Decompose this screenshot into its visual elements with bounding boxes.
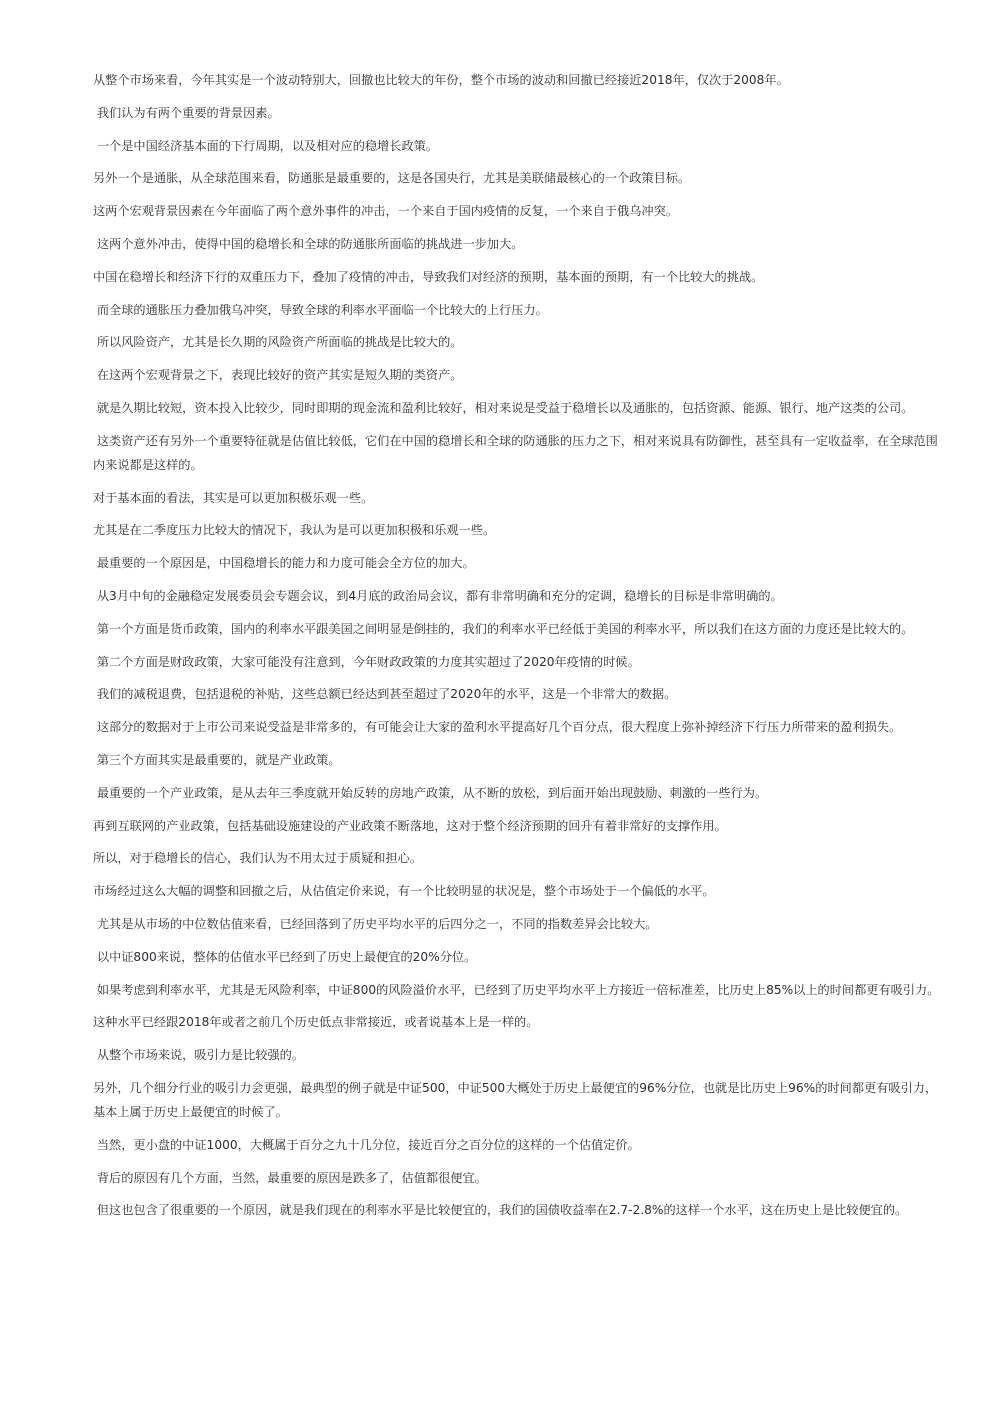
paragraph: 尤其是在二季度压力比较大的情况下，我认为是可以更加积极和乐观一些。: [93, 523, 496, 538]
paragraph: 这两个意外冲击，使得中国的稳增长和全球的防通胀所面临的挑战进一步加大。: [93, 236, 524, 251]
paragraph: 当然，更小盘的中证1000，大概属于百分之九十几分位，接近百分之百分位的这样的一个估值定价。: [93, 1137, 640, 1152]
paragraph: 但这也包含了很重要的一个原因，就是我们现在的利率水平是比较便宜的，我们的国债收益率在2.7-2.8%的这样一个水平，这在历史上是比较便宜的。: [93, 1203, 908, 1218]
paragraph: 所以风险资产，尤其是长久期的风险资产所面临的挑战是比较大的。: [93, 335, 463, 350]
paragraph: 这两个宏观背景因素在今年面临了两个意外事件的冲击，一个来自于国内疫情的反复，一个来自于俄乌冲突。: [93, 204, 678, 219]
paragraph: 如果考虑到利率水平，尤其是无风险利率，中证800的风险溢价水平，已经到了历史平均水平上方接近一倍标准差，比历史上85%以上的时间都更有吸引力。: [93, 982, 940, 997]
paragraph: 这种水平已经跟2018年或者之前几个历史低点非常接近，或者说基本上是一样的。: [93, 1015, 539, 1030]
paragraph: 从整个市场来看，今年其实是一个波动特别大，回撤也比较大的年份，整个市场的波动和回撤已经接近2018年，仅次于2008年。: [93, 73, 789, 87]
paragraph: 在这两个宏观背景之下，表现比较好的资产其实是短久期的类资产。: [93, 368, 463, 383]
paragraph: 中国在稳增长和经济下行的双重压力下，叠加了疫情的冲击，导致我们对经济的预期，基本面的预期，有一个比较大的挑战。: [93, 269, 764, 284]
paragraph: 从3月中旬的金融稳定发展委员会专题会议，到4月底的政治局会议，都有非常明确和充分的定调，稳增长的目标是非常明确的。: [93, 588, 783, 603]
paragraph: 第三个方面其实是最重要的，就是产业政策。: [93, 752, 341, 767]
paragraph: 对于基本面的看法，其实是可以更加积极乐观一些。: [93, 490, 374, 505]
paragraph: 我们认为有两个重要的背景因素。: [93, 105, 280, 120]
paragraph: 背后的原因有几个方面，当然，最重要的原因是跌多了，估值都很便宜。: [93, 1170, 487, 1185]
paragraph: 市场经过这么大幅的调整和回撤之后，从估值定价来说，有一个比较明显的状况是，整个市场处于一个偏低的水平。: [93, 884, 715, 899]
paragraph: 第一个方面是货币政策，国内的利率水平跟美国之间明显是倒挂的，我们的利率水平已经低于美国的利率水平，所以我们在这方面的力度还是比较大的。: [93, 621, 914, 636]
paragraph: 一个是中国经济基本面的下行周期，以及相对应的稳增长政策。: [93, 138, 439, 153]
paragraph: 这类资产还有另外一个重要特征就是估值比较低，它们在中国的稳增长和全球的防通胀的压力之下，相对来说具有防御性，甚至具有一定收益率，在全球范围内来说都是这样的。: [93, 433, 938, 472]
paragraph: 另外一个是通胀，从全球范围来看，防通胀是最重要的，这是各国央行，尤其是美联储最核心的一个政策目标。: [93, 171, 691, 186]
paragraph: 所以，对于稳增长的信心，我们认为不用太过于质疑和担心。: [93, 851, 423, 866]
paragraph: 最重要的一个产业政策，是从去年三季度就开始反转的房地产政策，从不断的放松，到后面开始出现鼓励、刺激的一些行为。: [93, 785, 768, 800]
paragraph: 以中证800来说，整体的估值水平已经到了历史上最便宜的20%分位。: [93, 949, 477, 964]
paragraph: 而全球的通胀压力叠加俄乌冲突，导致全球的利率水平面临一个比较大的上行压力。: [93, 302, 548, 317]
paragraph: 我们的减税退费，包括退税的补贴，这些总额已经达到甚至超过了2020年的水平，这是一个非常大的数据。: [93, 687, 677, 702]
paragraph: 尤其是从市场的中位数估值来看，已经回落到了历史平均水平的后四分之一，不同的指数差异会比较大。: [93, 916, 658, 931]
paragraph: 就是久期比较短，资本投入比较少，同时即期的现金流和盈利比较好，相对来说是受益于稳增长以及通胀的，包括资源、能源、银行、地产这类的公司。: [93, 400, 914, 415]
paragraph: 再到互联网的产业政策，包括基础设施建设的产业政策不断落地，这对于整个经济预期的回升有着非常好的支撑作用。: [93, 818, 727, 833]
paragraph: 从整个市场来说，吸引力是比较强的。: [93, 1048, 305, 1063]
paragraph: 最重要的一个原因是，中国稳增长的能力和力度可能会全方位的加大。: [93, 556, 475, 571]
paragraph: 第二个方面是财政政策，大家可能没有注意到，今年财政政策的力度其实超过了2020年疫情的时候。: [93, 654, 640, 669]
paragraph: 另外，几个细分行业的吸引力会更强，最典型的例子就是中证500，中证500大概处于历史上最便宜的96%分位，也就是比历史上96%的时间都更有吸引力，基本上属于历史上最便宜的时候了。: [93, 1080, 938, 1119]
document-body: [93, 68, 945, 1231]
paragraph: 这部分的数据对于上市公司来说受益是非常多的，有可能会让大家的盈利水平提高好几个百分点，很大程度上弥补掉经济下行压力所带来的盈利损失。: [93, 720, 902, 735]
